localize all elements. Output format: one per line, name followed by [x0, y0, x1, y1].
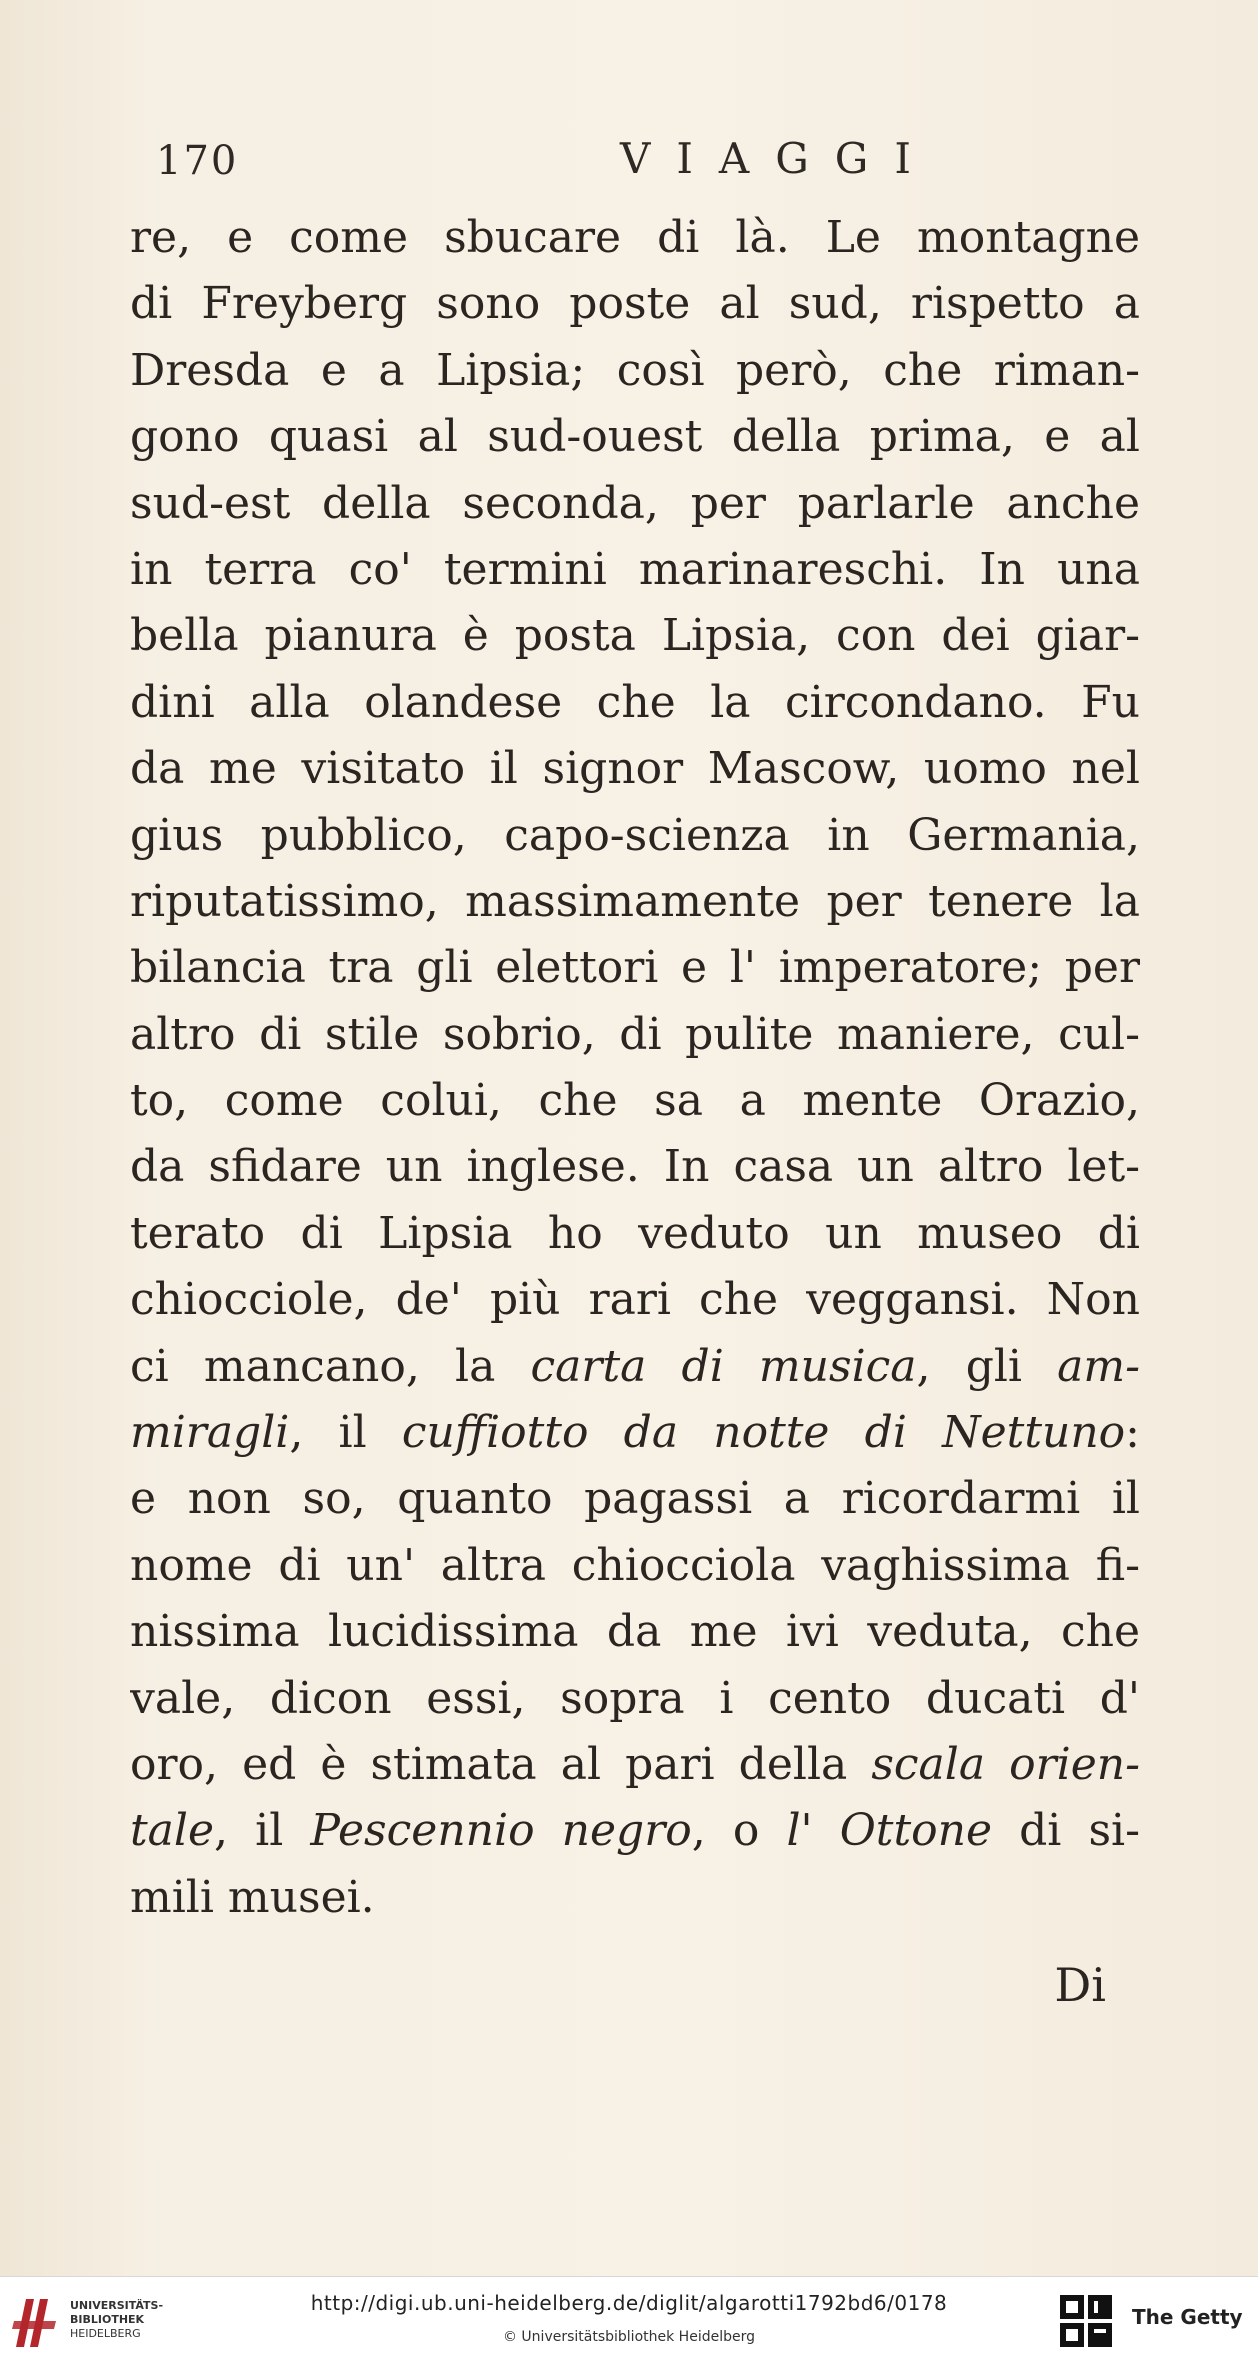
text-line [130, 1201, 1140, 1267]
text-line [130, 471, 1140, 537]
text-segment: , gli [916, 1340, 1058, 1392]
text-segment: sud-est della seconda, per parlarle anche [130, 477, 1140, 529]
text-segment: Dresda e a Lipsia; così però, che riman- [130, 344, 1140, 396]
text-segment: nome di un' altra chiocciola vaghissima fi- [130, 1539, 1140, 1591]
text-segment: terato di Lipsia ho veduto un museo di [130, 1207, 1140, 1259]
text-line [130, 803, 1140, 869]
italic-text: miragli [130, 1407, 290, 1459]
text-segment: , il [289, 1407, 402, 1459]
italic-text: scala orien- [871, 1738, 1140, 1790]
text-segment: da sfidare un inglese. In casa un altro let- [130, 1141, 1140, 1193]
text-line [130, 1002, 1140, 1068]
text-line [130, 537, 1140, 603]
text-segment: gono quasi al sud-ouest della prima, e al [130, 411, 1140, 463]
viewer-footer [0, 2276, 1258, 2365]
text-segment: riputatissimo, massimamente per tenere la [130, 875, 1140, 927]
text-segment: re, e come sbucare di là. Le montagne [130, 212, 1140, 263]
italic-text: am- [1057, 1340, 1140, 1392]
catchword: Di [1054, 1958, 1106, 2012]
text-segment: vale, dicon essi, sopra i cento ducati d' [130, 1672, 1140, 1724]
text-line [130, 1134, 1140, 1200]
text-segment: gius pubblico, capo-scienza in Germania, [130, 809, 1140, 861]
text-line [130, 603, 1140, 669]
text-segment: bella pianura è posta Lipsia, con dei giar- [130, 610, 1140, 662]
page-number: 170 [156, 138, 239, 184]
text-line [130, 670, 1140, 736]
text-line [130, 1267, 1140, 1333]
library-name-line-2: BIBLIOTHEK [70, 2313, 145, 2326]
italic-text: Pescennio negro [310, 1805, 692, 1857]
text-segment: oro, ed è stimata al pari della [130, 1738, 872, 1790]
text-line [130, 1068, 1140, 1134]
italic-text: l' Ottone [786, 1805, 993, 1857]
text-segment: , il [214, 1805, 311, 1857]
text-segment: ci mancano, la [130, 1340, 531, 1392]
permalink-url[interactable]: http://digi.ub.uni-heidelberg.de/diglit/algarotti1792bd6/0178 [310, 2291, 948, 2315]
sponsor-name: The Getty [1132, 2305, 1243, 2329]
text-segment: nissima lucidissima da me ivi veduta, che [130, 1606, 1140, 1658]
italic-text: tale [130, 1805, 215, 1857]
text-line [130, 1533, 1140, 1599]
text-segment: , o [691, 1805, 787, 1857]
text-segment: di si- [992, 1805, 1140, 1857]
running-head [150, 134, 1150, 198]
text-line [130, 338, 1140, 404]
text-line [130, 1400, 1140, 1466]
text-segment: mili musei. [130, 1871, 375, 1923]
text-line [130, 1666, 1140, 1732]
text-line [130, 205, 1140, 271]
text-segment: to, come colui, che sa a mente Orazio, [130, 1075, 1140, 1127]
text-segment: bilancia tra gli elettori e l' imperatore; per [130, 942, 1140, 994]
text-segment: altro di stile sobrio, di pulite maniere, cul- [130, 1008, 1140, 1060]
body-text [130, 205, 1140, 1931]
text-segment: di Freyberg sono poste al sud, rispetto a [130, 278, 1140, 330]
library-name-line-1: UNIVERSITÄTS- [70, 2299, 164, 2312]
text-segment: : [1125, 1407, 1140, 1459]
text-line [130, 1865, 1140, 1931]
italic-text: cuffiotto da notte di Nettuno [401, 1407, 1126, 1459]
text-line [130, 1599, 1140, 1665]
text-segment: dini alla olandese che la circondano. Fu [130, 676, 1140, 728]
italic-text: carta di musica [530, 1340, 917, 1392]
running-title: VIAGGI [620, 134, 937, 183]
text-segment: in terra co' termini marinareschi. In una [130, 543, 1140, 595]
library-name-line-3: HEIDELBERG [70, 2327, 141, 2340]
text-line [130, 404, 1140, 470]
text-line [130, 1466, 1140, 1532]
text-line [130, 1732, 1140, 1798]
text-line [130, 869, 1140, 935]
text-line [130, 736, 1140, 802]
text-line [130, 1334, 1140, 1400]
text-line [130, 271, 1140, 337]
text-segment: da me visitato il signor Mascow, uomo nel [130, 743, 1140, 795]
text-segment: e non so, quanto pagassi a ricordarmi il [130, 1473, 1140, 1525]
text-segment: chiocciole, de' più rari che veggansi. Non [130, 1274, 1140, 1326]
text-line [130, 1798, 1140, 1864]
getty-logo-icon[interactable] [1058, 2293, 1114, 2349]
text-line [130, 935, 1140, 1001]
copyright-notice: © Universitätsbibliothek Heidelberg [502, 2329, 755, 2345]
